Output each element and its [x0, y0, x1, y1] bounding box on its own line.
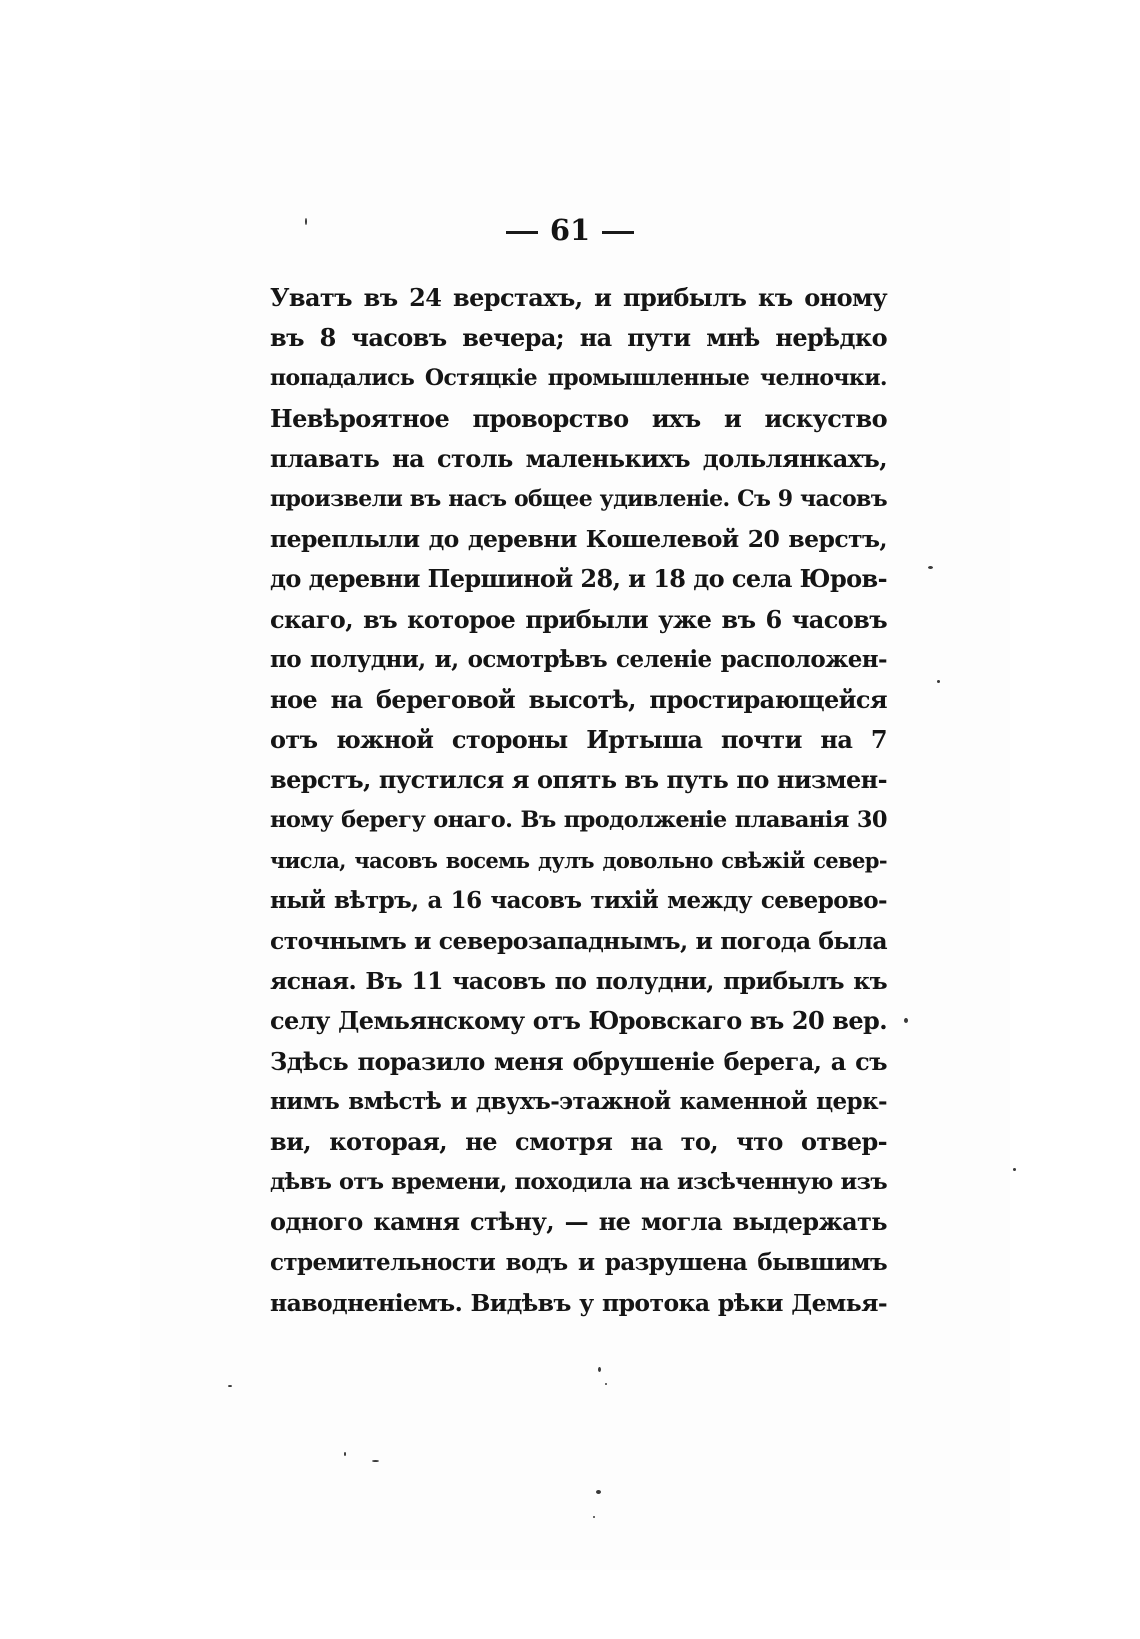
scan-speck [598, 1367, 601, 1372]
body-text [270, 278, 887, 1323]
scan-speck [605, 1383, 607, 1385]
text-line: наводненіемъ. Видѣвъ у протока рѣки Демья- [270, 1288, 887, 1317]
text-line: плавать на столь маленькихъ дольлянкахъ, [270, 443, 887, 473]
scan-speck [305, 218, 307, 225]
text-line: въ 8 часовъ вечера; на пути мнѣ нерѣдко [270, 323, 887, 353]
scan-speck [596, 1490, 601, 1494]
text-line: Здѣсь поразило меня обрушеніе берега, а съ [270, 1046, 887, 1076]
text-line: по полудни, и, осмотрѣвъ селеніе расположен- [270, 645, 887, 673]
text-line: ному берегу онаго. Въ продолженіе плаванія 30 [270, 807, 887, 834]
text-line: одного камня стѣну, — не могла выдержать [270, 1207, 887, 1237]
scan-speck [928, 566, 933, 569]
text-line: скаго, въ которое прибыли уже въ 6 часовъ [270, 604, 887, 634]
text-line: произвели въ насъ общее удивленіе. Съ 9 часовъ [270, 485, 887, 512]
scan-speck [344, 1452, 346, 1456]
text-line: Невѣроятное проворство ихъ и искуство [270, 403, 887, 433]
page-number: 61 [549, 213, 591, 247]
left-dash [506, 231, 538, 234]
scan-speck [937, 680, 940, 683]
text-line: нимъ вмѣстѣ и двухъ-этажной каменной церк- [270, 1087, 887, 1115]
right-dash [602, 231, 634, 234]
text-line: числа, часовъ восемь дулъ довольно свѣжій север- [270, 847, 887, 873]
text-line: ясная. Въ 11 часовъ по полудни, прибылъ къ [270, 967, 887, 996]
text-line: попадались Остяцкіе промышленные челночки. [270, 365, 887, 392]
scan-speck [372, 1460, 379, 1462]
text-line: до деревни Першиной 28, и 18 до села Юров- [270, 564, 887, 594]
text-line: дѣвъ отъ времени, походила на изсѣченную изъ [270, 1169, 887, 1196]
scan-speck [593, 1516, 595, 1518]
text-line: Уватъ въ 24 верстахъ, и прибылъ къ оному [270, 283, 887, 312]
scan-speck [228, 1385, 232, 1387]
scan-speck [1013, 1168, 1016, 1171]
text-line: ный вѣтръ, а 16 часовъ тихій между северово- [270, 886, 887, 914]
text-line: верстъ, пустился я опять въ путь по низмен- [270, 765, 887, 795]
text-line: ное на береговой высотѣ, простирающейся [270, 684, 887, 714]
page-number-header [0, 213, 1140, 247]
text-line: сточнымъ и северозападнымъ, и погода была [270, 927, 887, 955]
text-line: стремительности водъ и разрушена бывшимъ [270, 1248, 887, 1276]
text-line: селу Демьянскому отъ Юровскаго въ 20 вер. [270, 1006, 887, 1036]
text-line: переплыли до деревни Кошелевой 20 верстъ, [270, 525, 887, 554]
text-line: отъ южной стороны Иртыша почти на 7 [270, 725, 887, 755]
scan-speck [904, 1018, 908, 1023]
text-line: ви, которая, не смотря на то, что отвер- [270, 1126, 887, 1156]
